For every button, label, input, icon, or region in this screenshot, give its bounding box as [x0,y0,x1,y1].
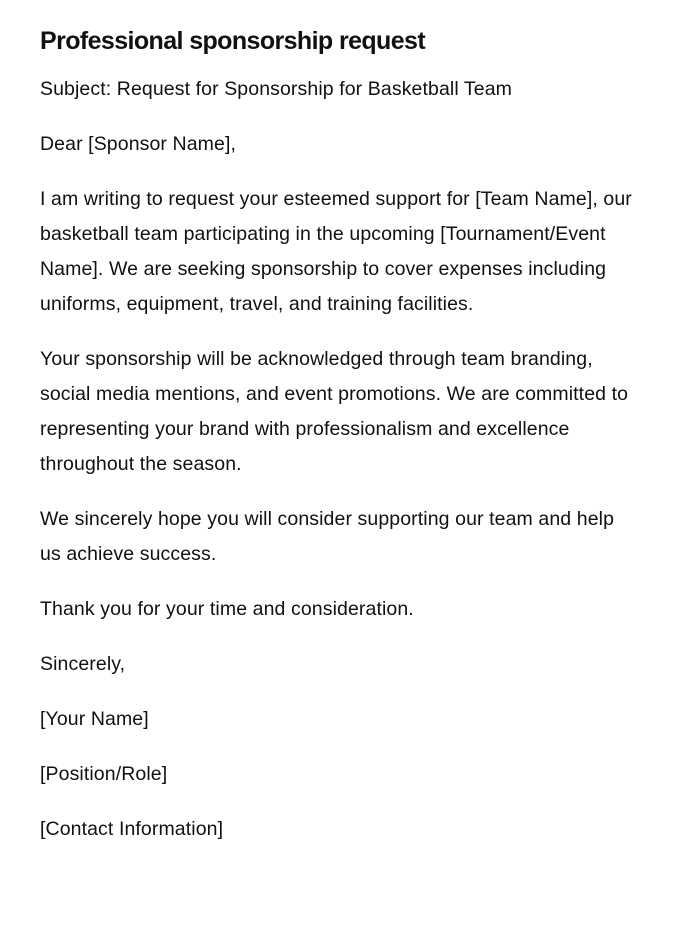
salutation: Dear [Sponsor Name], [40,133,237,155]
body-paragraph: Thank you for your time and consideration. [40,598,414,620]
subject-line: Subject: Request for Sponsorship for Basketball Team [40,78,513,100]
letter [40,24,640,867]
signature-role: [Position/Role] [40,763,168,785]
signature-name: [Your Name] [40,708,149,730]
page-title: Professional sponsorship request [40,27,426,55]
body-paragraph: We sincerely hope you will consider supporting our team and help us achieve success. [40,508,615,565]
signature-contact: [Contact Information] [40,818,224,840]
body-paragraph: I am writing to request your esteemed support for [Team Name], our basketball team participating in the upcoming [Tournament/Event Name]. We are seeking sponsorship to cover expenses including uniforms, equipment, travel, and training facilities. [40,188,632,315]
closing: Sincerely, [40,653,126,675]
body-paragraph: Your sponsorship will be acknowledged through team branding, social media mentions, and event promotions. We are committed to representing your brand with professionalism and excellence throughout the season. [40,348,629,475]
